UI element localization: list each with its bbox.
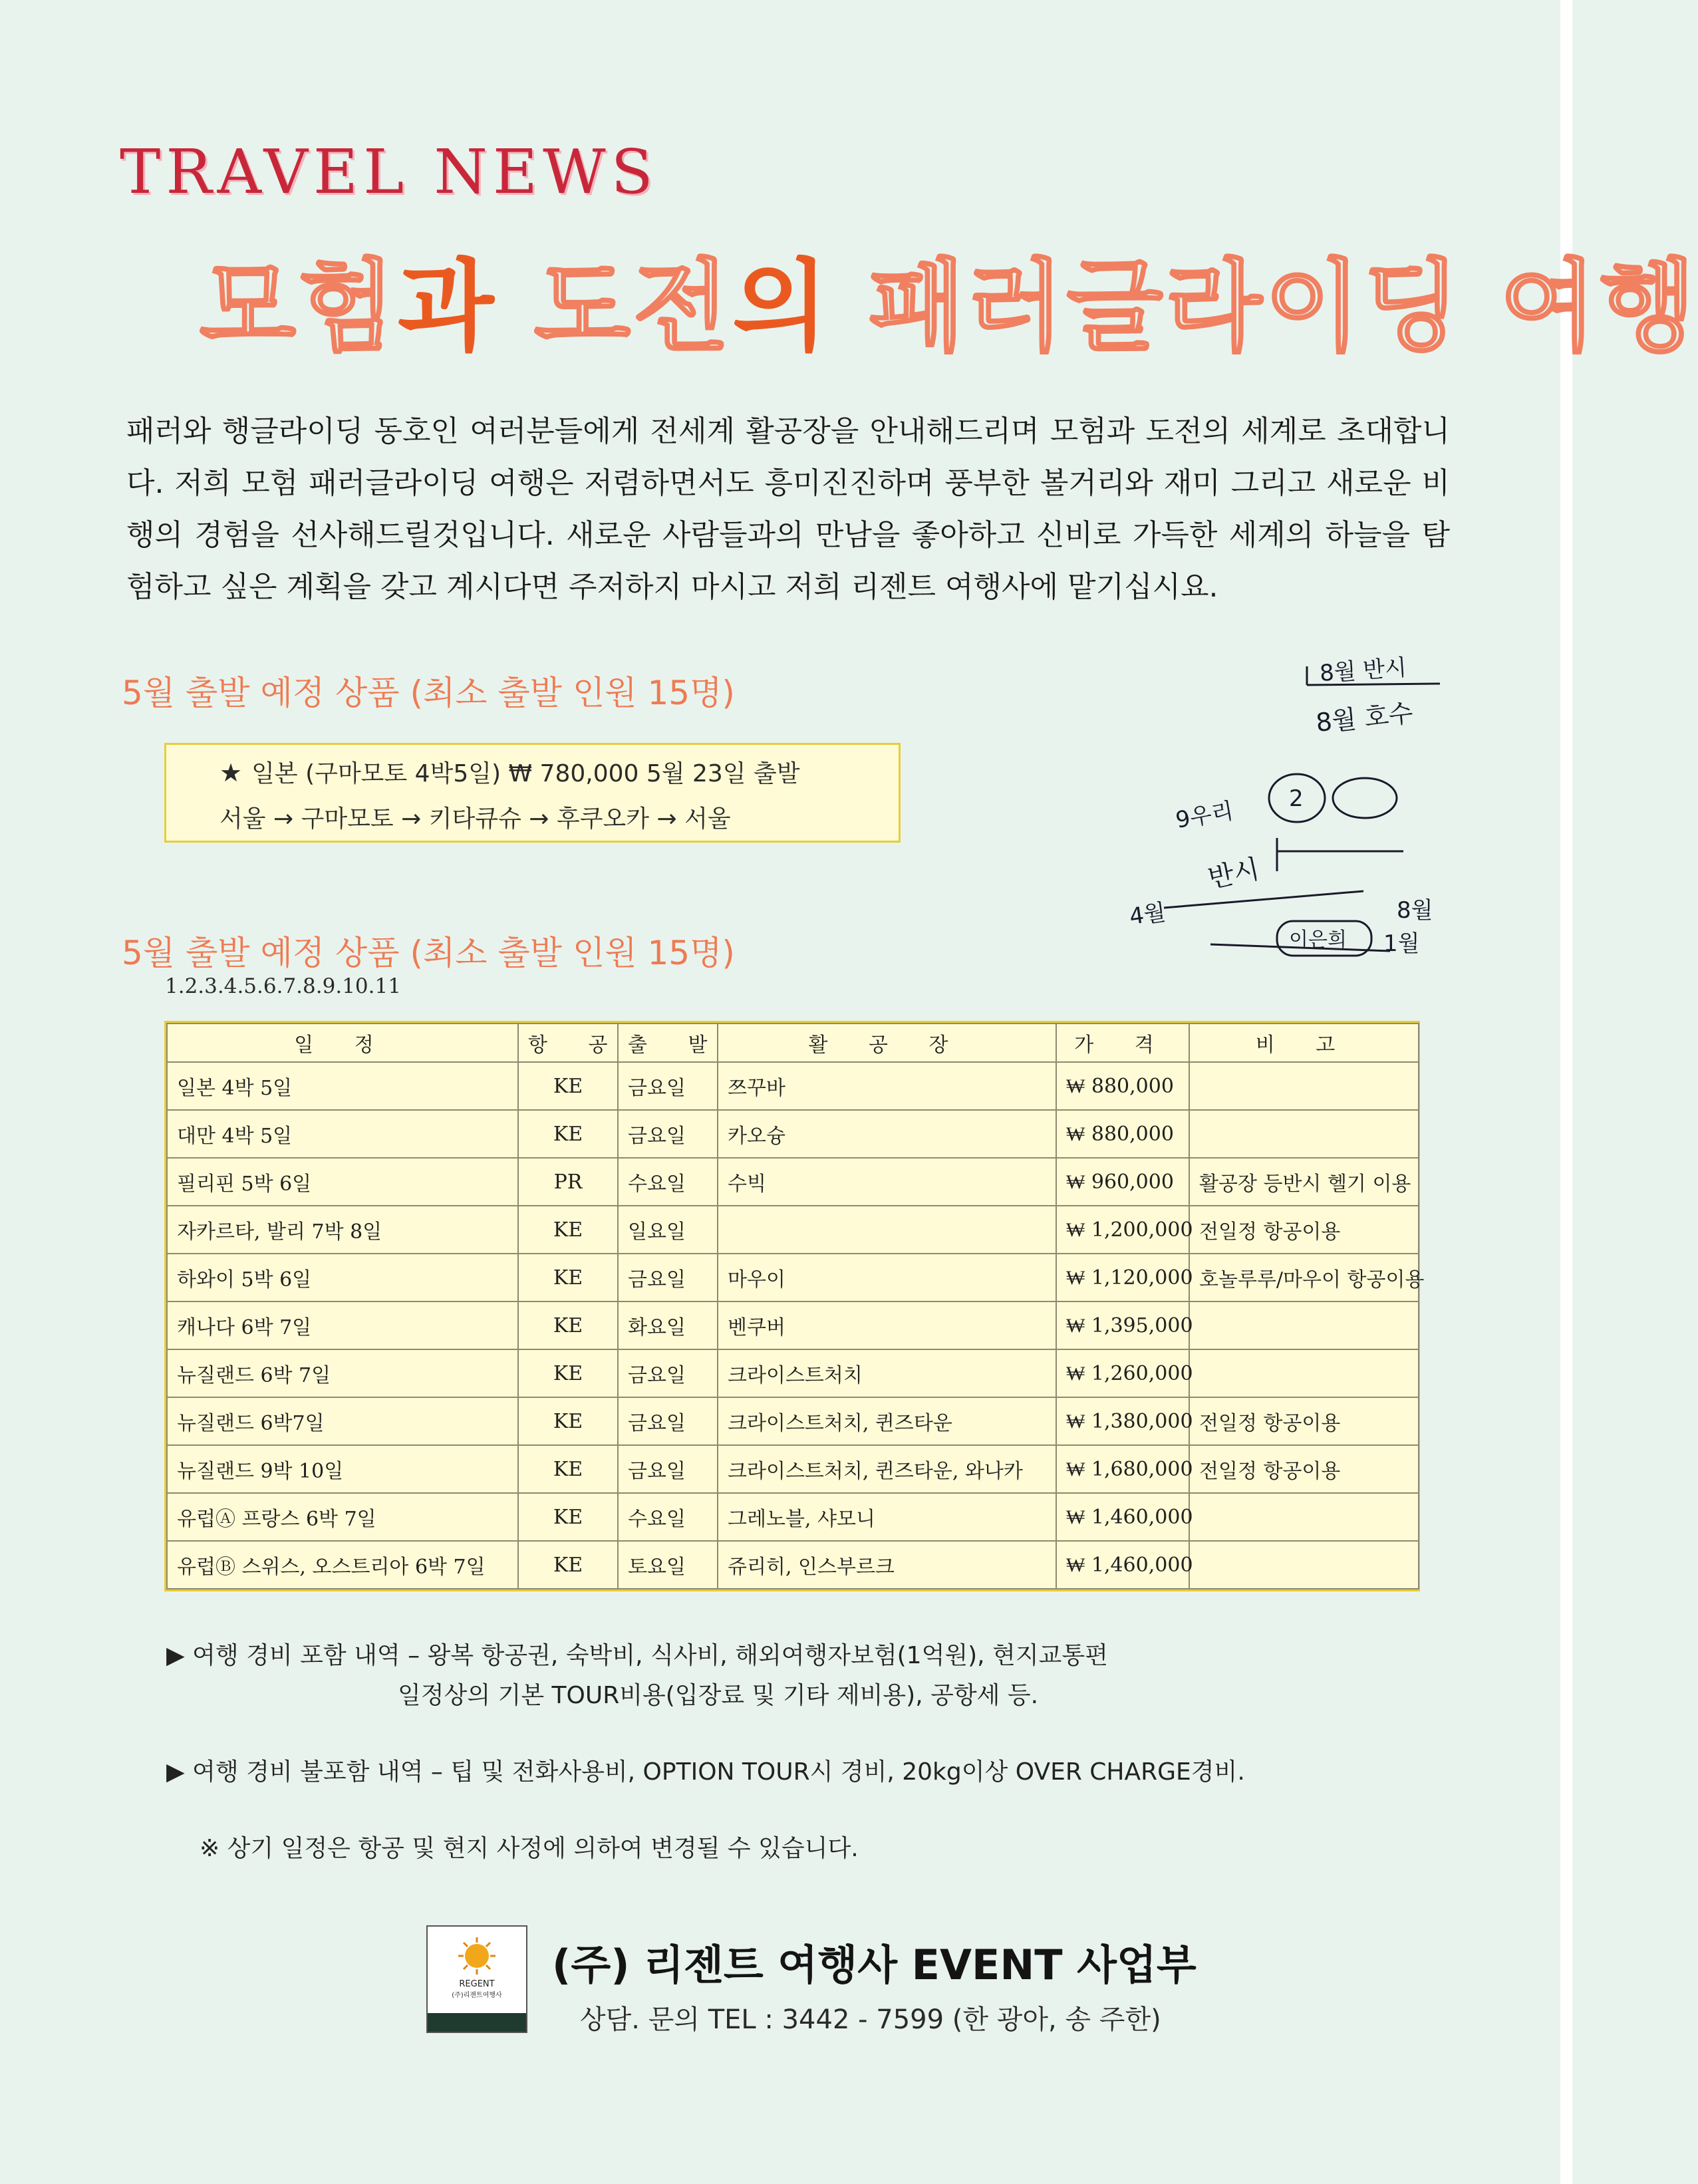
days-line: 1.2.3.4.5.6.7.8.9.10.11 [165,974,401,998]
cell-itinerary: 캐나다 6박 7일 [167,1301,518,1349]
included-line1: ▶ 여행 경비 포함 내역 – 왕복 항공권, 숙박비, 식사비, 해외여행자보험(1억원), 현지교통편 [166,1642,1108,1669]
note-7: 이은희 [1289,928,1347,952]
table-row [167,1541,1419,1589]
cell-airline: KE [518,1301,618,1349]
cell-departure: 금요일 [618,1349,718,1397]
table-row [167,1301,1419,1349]
header-airline: 항 공 [518,1024,618,1062]
cell-site: 벤쿠버 [718,1301,1056,1349]
headline-part4: 의 [732,249,869,365]
note-8: 1월 [1383,930,1420,957]
cell-itinerary: 대만 4박 5일 [167,1110,518,1158]
handwritten-annotations [1077,652,1450,998]
cell-departure: 금요일 [618,1397,718,1445]
cell-departure: 금요일 [618,1254,718,1301]
cell-airline: KE [518,1254,618,1301]
cell-remarks: 전일정 항공이용 [1189,1397,1419,1445]
cell-site: 크라이스트처치, 퀸즈타운 [718,1397,1056,1445]
cell-itinerary: 자카르타, 발리 7박 8일 [167,1206,518,1254]
cell-price: ₩ 960,000 [1056,1158,1189,1206]
note-3: 9우리 [1173,797,1236,834]
headline-part5: 패러글라이딩 여행 [868,249,1698,365]
cell-remarks: 전일정 항공이용 [1189,1445,1419,1493]
header-site: 활 공 장 [718,1024,1056,1062]
contact-info: 상담. 문의 TEL : 3442 - 7599 (한 광아, 송 주한) [580,2004,1161,2035]
cell-price: ₩ 1,260,000 [1056,1349,1189,1397]
table-row [167,1158,1419,1206]
cell-site: 마우이 [718,1254,1056,1301]
cell-site: 크라이스트처치 [718,1349,1056,1397]
cell-remarks [1189,1541,1419,1589]
table-header-row [167,1024,1419,1062]
table-row [167,1062,1419,1110]
logo-strip [428,2013,526,2032]
note-1: 8월 반시 [1318,654,1408,687]
cell-remarks [1189,1349,1419,1397]
note-2: 8월 호수 [1314,698,1415,738]
disclaimer-note: ※ 상기 일정은 항공 및 현지 사정에 의하여 변경될 수 있습니다. [200,1835,859,1862]
cell-price: ₩ 1,380,000 [1056,1397,1189,1445]
masthead: TRAVEL NEWS [120,136,658,207]
cell-site [718,1206,1056,1254]
table-row [167,1110,1419,1158]
cell-airline: KE [518,1110,618,1158]
cell-departure: 금요일 [618,1445,718,1493]
header-remarks: 비 고 [1189,1024,1419,1062]
svg-text:(주)리젠트여행사: (주)리젠트여행사 [452,1992,502,1999]
sun-logo-icon [437,1933,517,2000]
header-departure: 출 발 [618,1024,718,1062]
header-schedule: 일 정 [167,1024,518,1062]
cell-price: ₩ 880,000 [1056,1110,1189,1158]
cell-airline: KE [518,1349,618,1397]
company-name: (주) 리젠트 여행사 EVENT 사업부 [552,1941,1197,1989]
cell-remarks: 호놀루루/마우이 항공이용 [1189,1254,1419,1301]
featured-line2: 서울 → 구마모토 → 키타큐슈 → 후쿠오카 → 서울 [219,805,731,833]
header-price: 가 격 [1056,1024,1189,1062]
svg-text:REGENT: REGENT [459,1979,495,1989]
company-logo [426,1925,527,2033]
cell-departure: 수요일 [618,1493,718,1541]
cell-itinerary: 뉴질랜드 6박7일 [167,1397,518,1445]
note-6: 8월 [1397,897,1433,924]
note-9: 2 [1289,785,1304,812]
headline-part1: 모험 [200,249,398,365]
headline-part3: 도전 [533,249,732,365]
star-icon: ★ [219,758,243,787]
section-title-featured: 5월 출발 예정 상품 (최소 출발 인원 15명) [122,674,735,712]
cell-airline: KE [518,1445,618,1493]
cell-departure: 수요일 [618,1158,718,1206]
intro-paragraph: 패러와 행글라이딩 동호인 여러분들에게 전세계 활공장을 안내해드리며 모험과 도전의 세계로 초대합니다. 저희 모험 패러글라이딩 여행은 저렴하면서도 흥미진진하며 풍부한 볼거리와 재미 그리고 새로운 비행의 경험을 선사해드릴것입니다. 새로운 사람들과의 만남을 좋아하고 신비로 가득한 세계의 하늘을 탐험하고 싶은 계획을 갖고 계시다면 주저하지 마시고 저희 리젠트 여행사에 맡기십시요. [126,414,1451,604]
headline [200,226,1698,370]
cell-airline: PR [518,1158,618,1206]
cell-airline: KE [518,1493,618,1541]
cell-remarks: 활공장 등반시 헬기 이용 [1189,1158,1419,1206]
cell-itinerary: 유럽Ⓐ 프랑스 6박 7일 [167,1493,518,1541]
cell-itinerary: 필리핀 5박 6일 [167,1158,518,1206]
cell-site: 카오슝 [718,1110,1056,1158]
excluded-note: ▶ 여행 경비 불포함 내역 – 팁 및 전화사용비, OPTION TOUR시 경비, 20kg이상 OVER CHARGE경비. [166,1758,1245,1786]
cell-departure: 일요일 [618,1206,718,1254]
schedule-table [164,1021,1425,1591]
cell-remarks [1189,1110,1419,1158]
cell-airline: KE [518,1062,618,1110]
table-row [167,1349,1419,1397]
cell-departure: 금요일 [618,1062,718,1110]
cell-remarks: 전일정 항공이용 [1189,1206,1419,1254]
cell-site: 수빅 [718,1158,1056,1206]
cell-airline: KE [518,1397,618,1445]
cell-site: 크라이스트처치, 퀸즈타운, 와나카 [718,1445,1056,1493]
section-title-schedule: 5월 출발 예정 상품 (최소 출발 인원 15명) [122,934,735,972]
headline-part2: 과 [397,249,534,365]
cell-site: 쥬리히, 인스부르크 [718,1541,1056,1589]
cell-site: 쯔꾸바 [718,1062,1056,1110]
cell-price: ₩ 880,000 [1056,1062,1189,1110]
cell-price: ₩ 1,120,000 [1056,1254,1189,1301]
cell-departure: 토요일 [618,1541,718,1589]
cell-price: ₩ 1,680,000 [1056,1445,1189,1493]
included-note [166,1636,1108,1716]
cell-price: ₩ 1,200,000 [1056,1206,1189,1254]
cell-price: ₩ 1,460,000 [1056,1541,1189,1589]
note-4: 반시 [1205,853,1262,894]
cell-site: 그레노블, 샤모니 [718,1493,1056,1541]
table-row [167,1493,1419,1541]
cell-itinerary: 하와이 5박 6일 [167,1254,518,1301]
cell-remarks [1189,1493,1419,1541]
cell-price: ₩ 1,460,000 [1056,1493,1189,1541]
table-row [167,1445,1419,1493]
cell-departure: 화요일 [618,1301,718,1349]
cell-itinerary: 뉴질랜드 9박 10일 [167,1445,518,1493]
featured-offer-box [164,743,901,843]
featured-line1: ★ 일본 (구마모토 4박5일) ₩ 780,000 5월 23일 출발 [219,758,800,787]
cell-departure: 금요일 [618,1110,718,1158]
cell-itinerary: 뉴질랜드 6박 7일 [167,1349,518,1397]
cell-itinerary: 일본 4박 5일 [167,1062,518,1110]
cell-remarks [1189,1301,1419,1349]
note-5: 4월 [1127,898,1168,930]
cell-price: ₩ 1,395,000 [1056,1301,1189,1349]
table-row [167,1206,1419,1254]
cell-airline: KE [518,1206,618,1254]
cell-airline: KE [518,1541,618,1589]
cell-itinerary: 유럽Ⓑ 스위스, 오스트리아 6박 7일 [167,1541,518,1589]
cell-remarks [1189,1062,1419,1110]
table-row [167,1254,1419,1301]
included-line2: 일정상의 기본 TOUR비용(입장료 및 기타 제비용), 공항세 등. [398,1682,1039,1709]
table-row [167,1397,1419,1445]
